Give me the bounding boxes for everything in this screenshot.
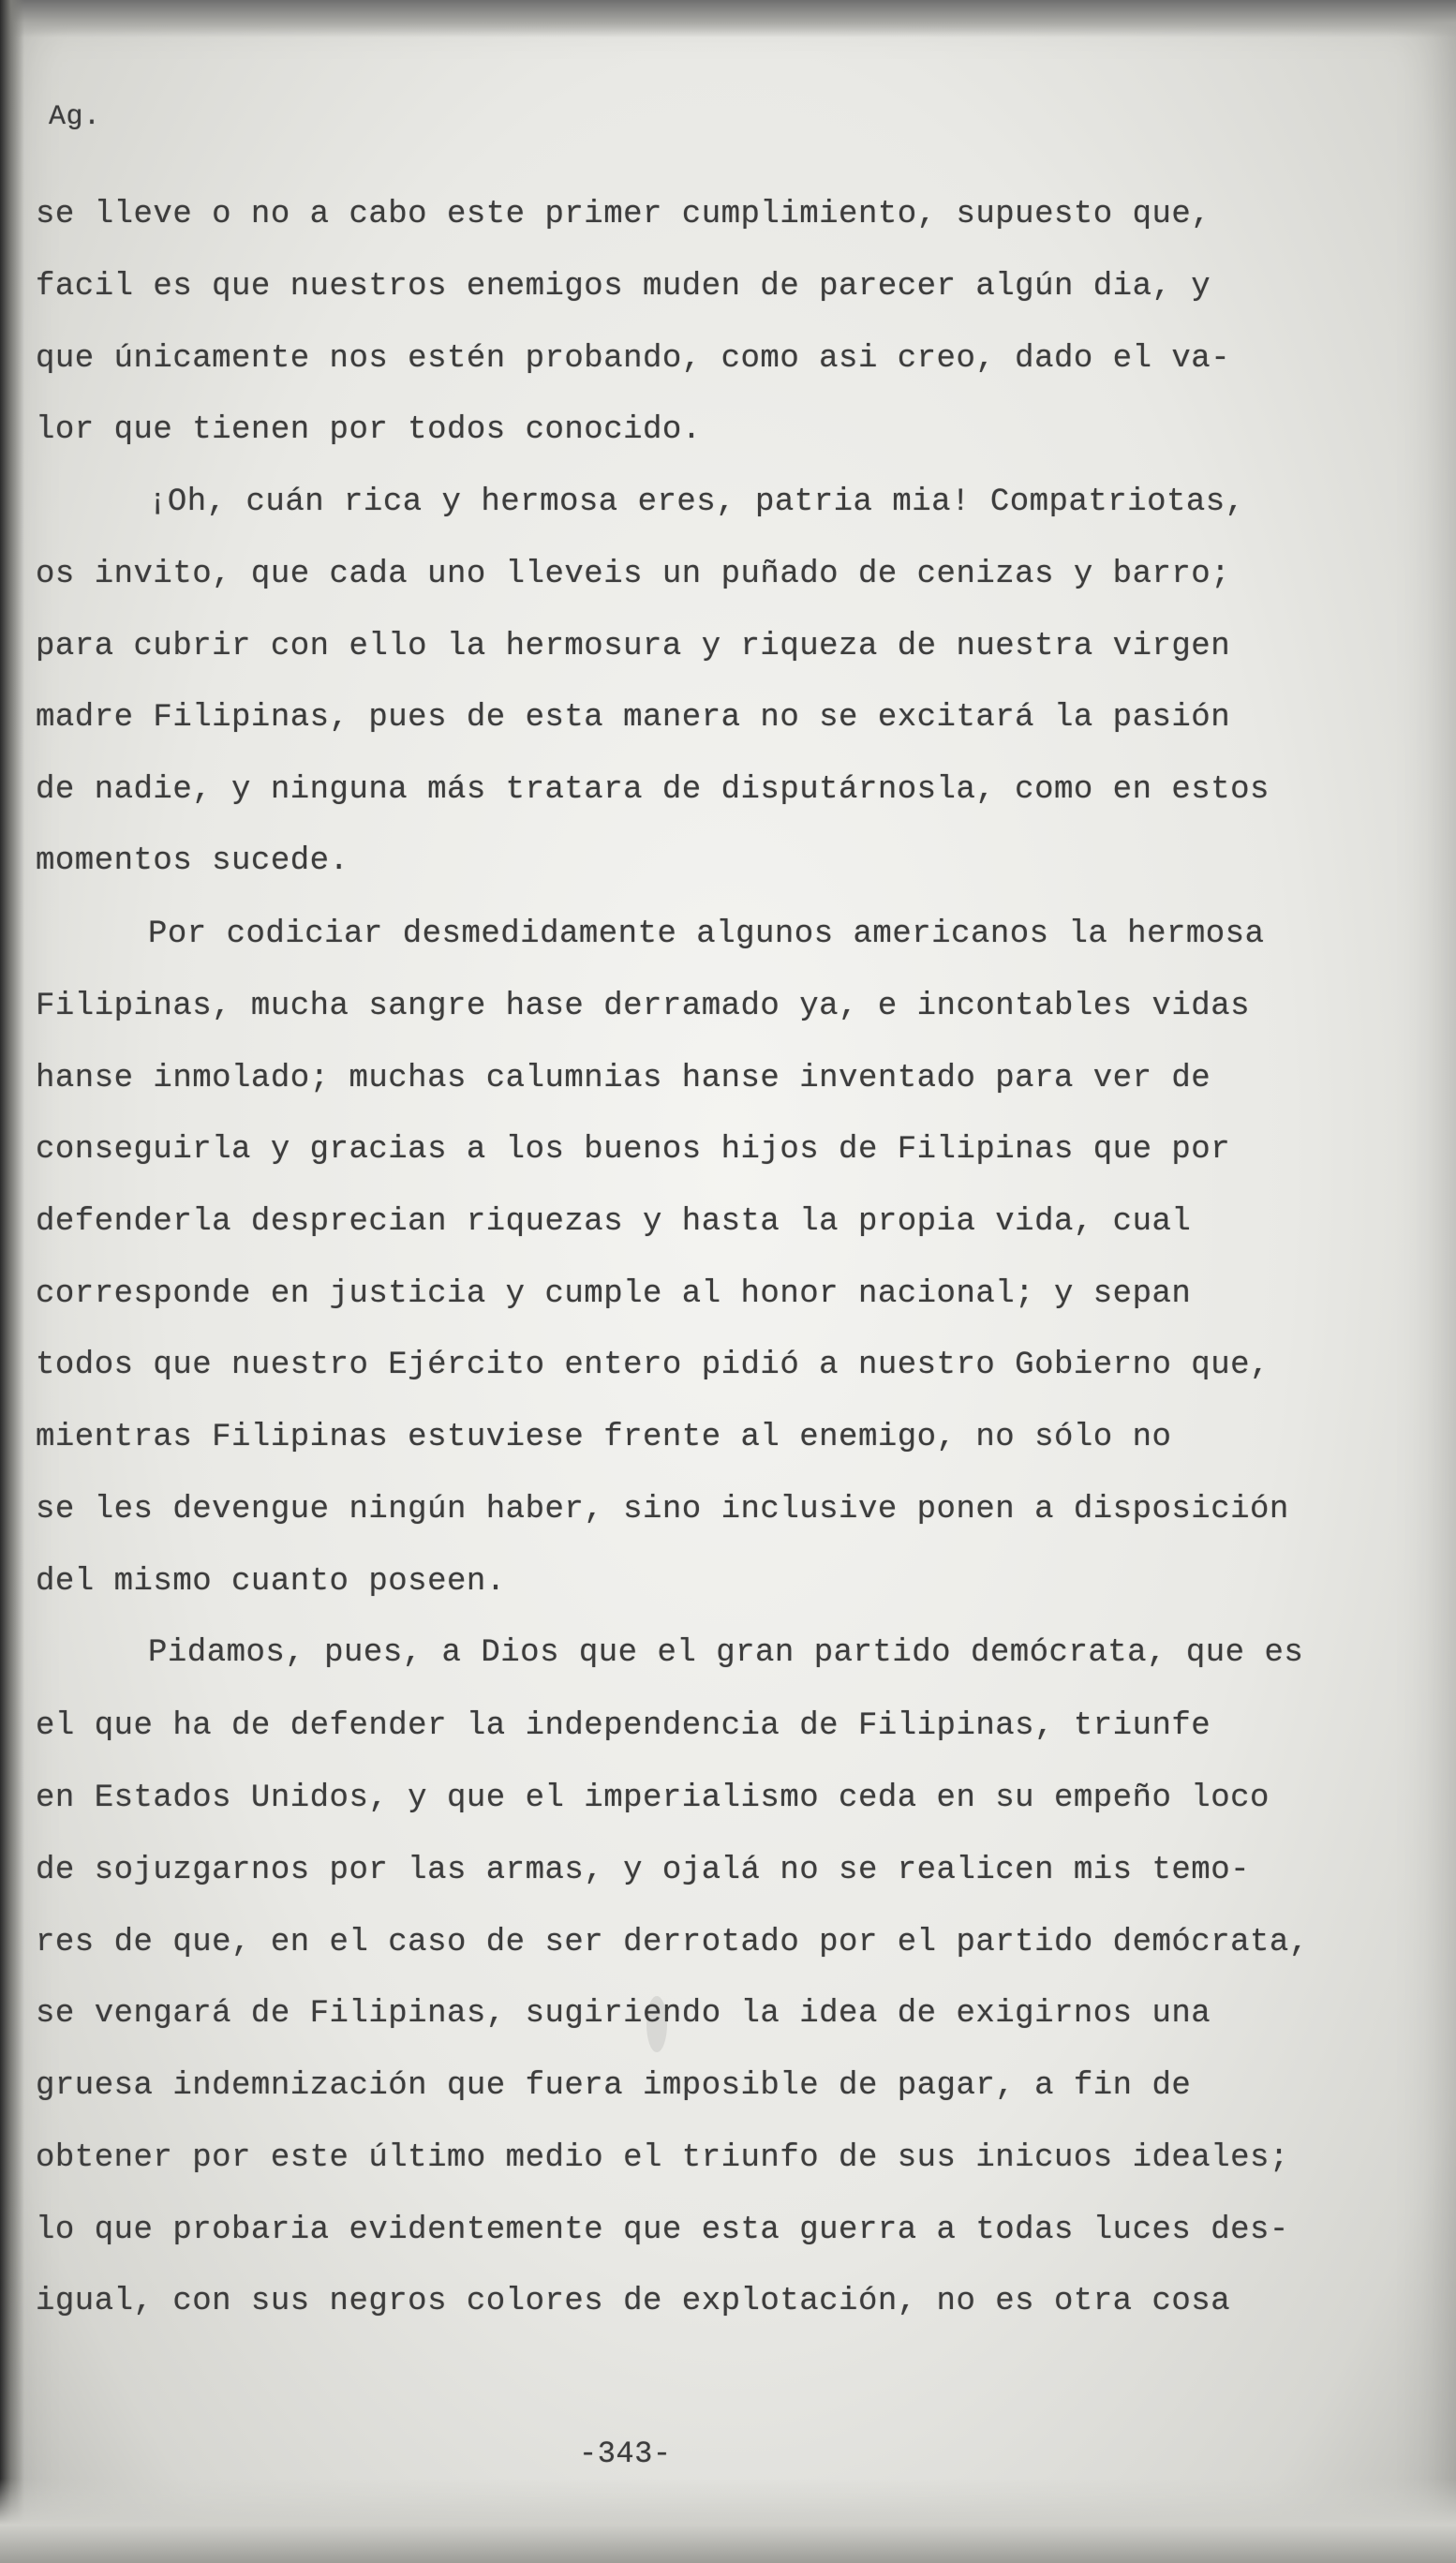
text-line: todos que nuestro Ejército entero pidió a nuestro Gobierno que, [36,1348,1270,1383]
text-line: del mismo cuanto poseen. [36,1564,506,1600]
text-line: se lleve o no a cabo este primer cumplimiento, supuesto que, [36,197,1211,232]
text-line: ¡Oh, cuán rica y hermosa eres, patria mia! Compatriotas, [148,484,1245,520]
text-line: Por codiciar desmedidamente algunos americanos la hermosa [148,916,1265,952]
text-line: se vengará de Filipinas, sugiriendo la idea de exigirnos una [36,1996,1211,2032]
text-line: de sojuzgarnos por las armas, y ojalá no se realicen mis temo- [36,1853,1251,1888]
text-line: mientras Filipinas estuviese frente al enemigo, no sólo no [36,1420,1172,1455]
text-line: facil es que nuestros enemigos muden de parecer algún dia, y [36,269,1211,305]
text-line: Pidamos, pues, a Dios que el gran partido demócrata, que es [148,1635,1304,1671]
text-line: de nadie, y ninguna más tratara de disputárnosla, como en estos [36,772,1270,808]
text-line: se les devengue ningún haber, sino inclusive ponen a disposición [36,1492,1289,1527]
text-line: lor que tienen por todos conocido. [36,412,702,448]
text-line: defenderla desprecian riquezas y hasta la propia vida, cual [36,1204,1192,1240]
text-line: corresponde en justicia y cumple al honor nacional; y sepan [36,1276,1192,1312]
text-line: lo que probaria evidentemente que esta guerra a todas luces des- [36,2213,1289,2248]
scan-left-edge [0,0,24,2563]
text-line: igual, con sus negros colores de explotación, no es otra cosa [36,2284,1231,2319]
header-mark: Ag. [49,101,101,133]
text-line: Filipinas, mucha sangre hase derramado ya, e incontables vidas [36,989,1251,1024]
text-line: hanse inmolado; muchas calumnias hanse inventado para ver de [36,1061,1211,1096]
text-line: el que ha de defender la independencia de Filipinas, triunfe [36,1708,1211,1744]
text-line: os invito, que cada uno lleveis un puñado de cenizas y barro; [36,557,1231,592]
text-line: gruesa indemnización que fuera imposible de pagar, a fin de [36,2068,1192,2104]
page-number: -343- [579,2436,672,2471]
text-line: que únicamente nos estén probando, como asi creo, dado el va- [36,341,1231,377]
text-line: res de que, en el caso de ser derrotado por el partido demócrata, [36,1925,1309,1960]
scan-top-edge [0,0,1456,37]
scan-bottom-edge [0,2479,1456,2563]
text-line: momentos sucede. [36,843,349,879]
text-line: para cubrir con ello la hermosura y riqueza de nuestra virgen [36,629,1231,664]
text-line: conseguirla y gracias a los buenos hijos de Filipinas que por [36,1132,1231,1168]
text-line: en Estados Unidos, y que el imperialismo ceda en su empeño loco [36,1781,1270,1816]
text-line: madre Filipinas, pues de esta manera no se excitará la pasión [36,700,1231,736]
text-line: obtener por este último medio el triunfo de sus inicuos ideales; [36,2140,1289,2176]
